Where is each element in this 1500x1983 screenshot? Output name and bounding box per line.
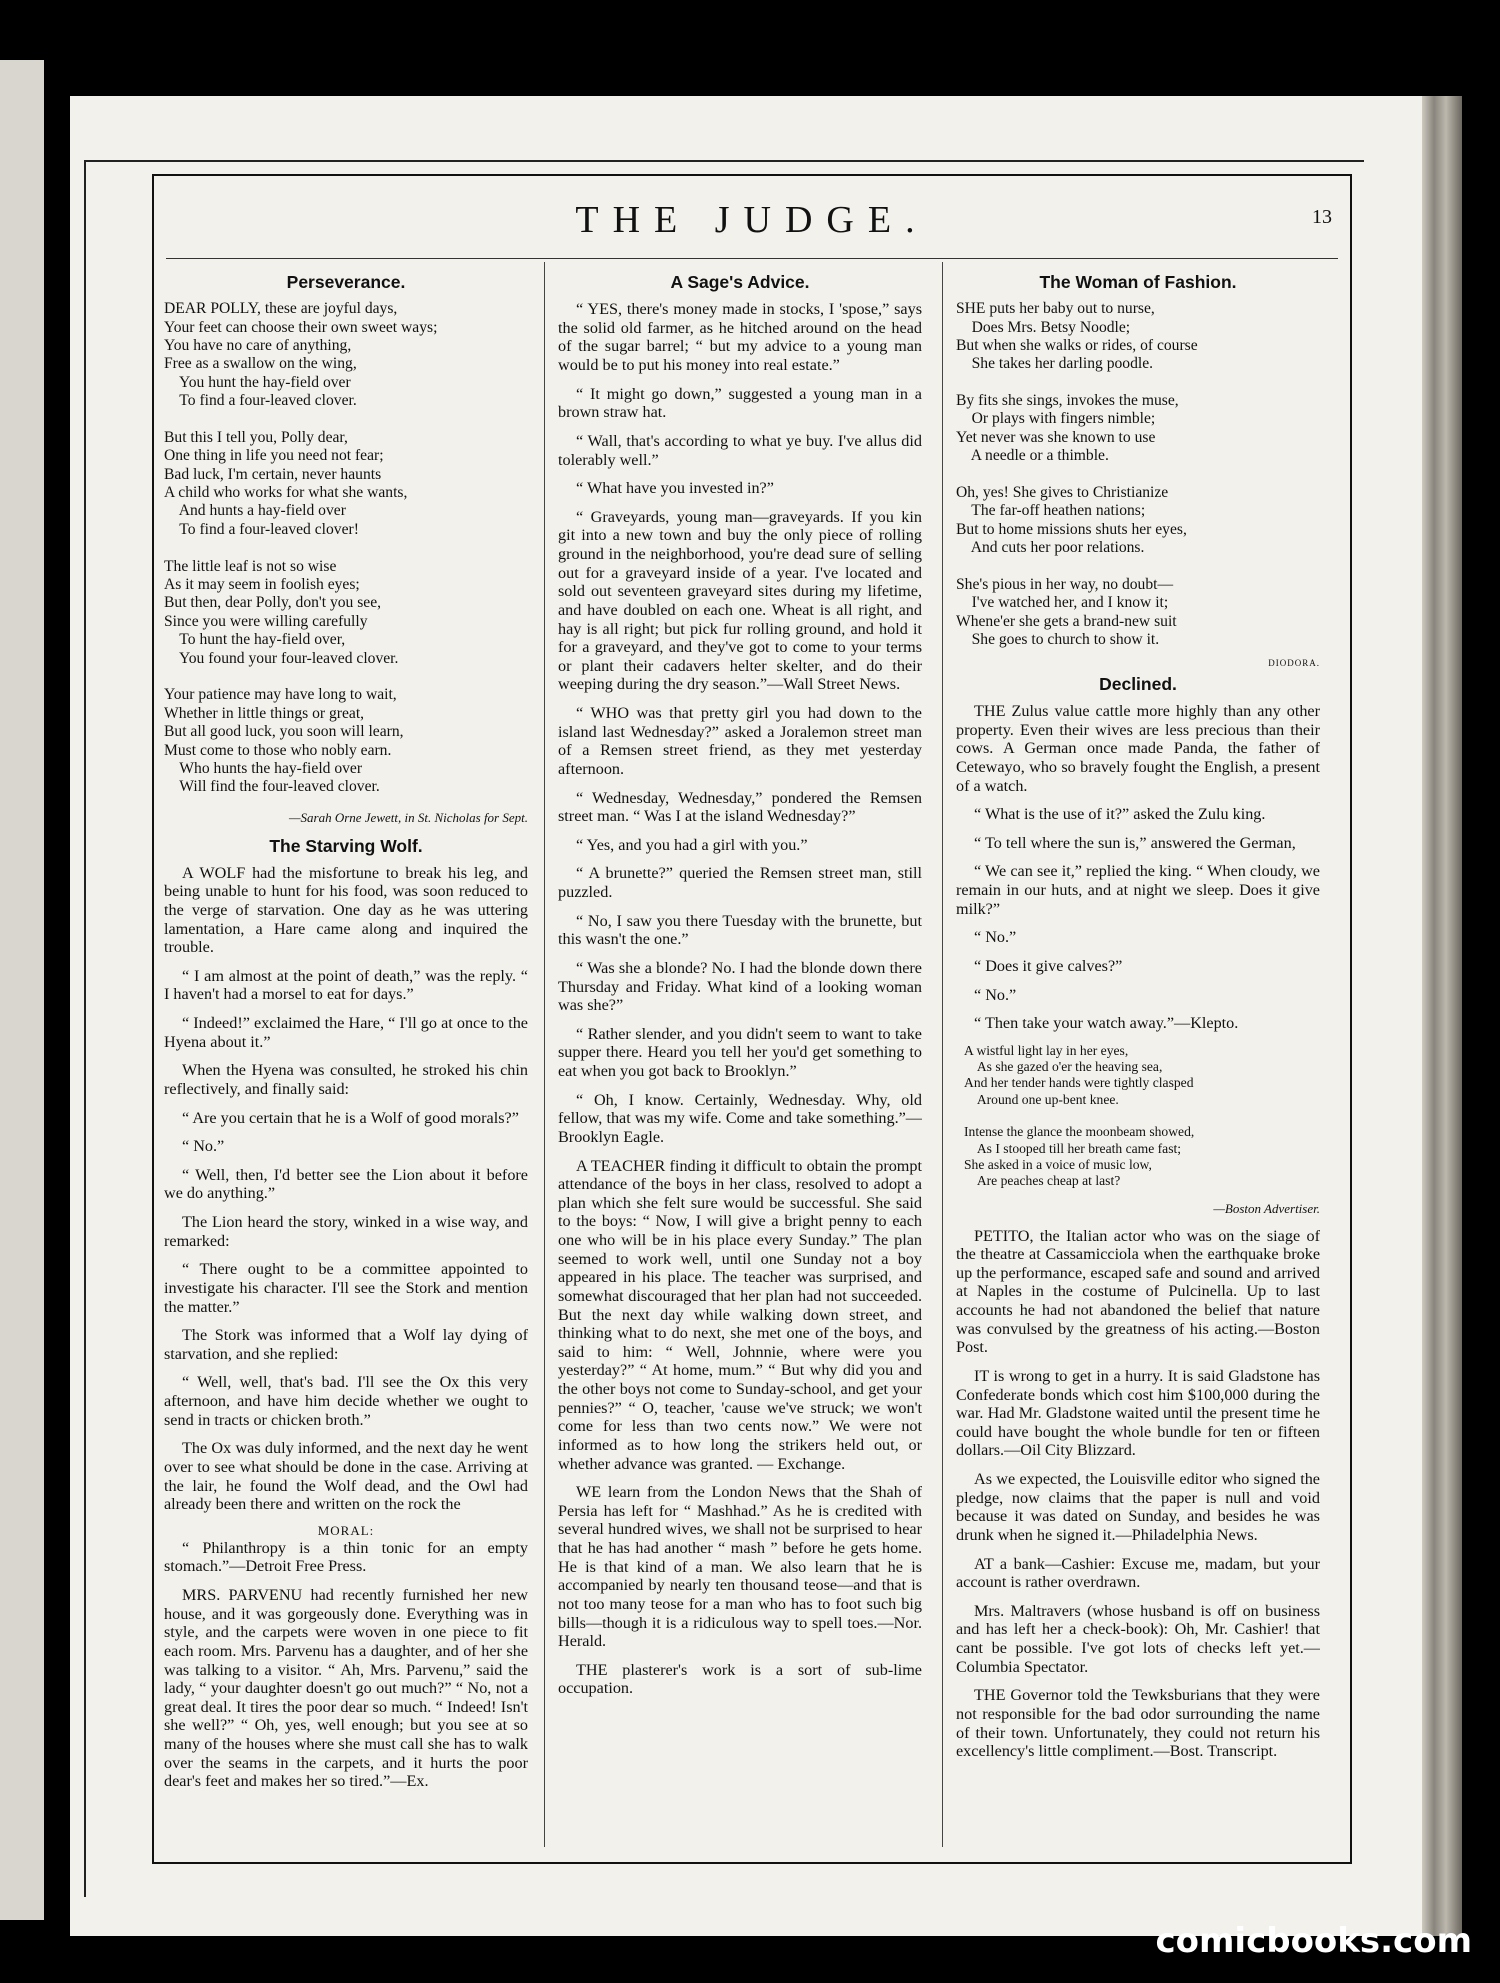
paragraph: MRS. PARVENU had recently furnished her new house, and it was gorgeously done. Everything was in style, and the carpets were woven in one piece to fit each room. Mrs. Parvenu has a daughter, and of her she was talking to a visitor. “ Ah, Mrs. Parvenu,” said the lady, “ your daughter doesn't go out much?” “ No, not a great deal. It tires the poor dear so much. “ Indeed! Isn't she well?” “ Oh, yes, well enough; but you see at so many of the houses where she must call she has to walk over the seams in the carpets, and it hurts the poor dear's feet and makes her so tired.”—Ex. bbox=[164, 1586, 528, 1791]
paragraph: “ Indeed!” exclaimed the Hare, “ I'll go at once to the Hyena about it.” bbox=[164, 1014, 528, 1051]
paragraph: “ No.” bbox=[974, 985, 1017, 1004]
column-rule-1 bbox=[544, 262, 545, 1847]
paragraph: “ Graveyards, young man—graveyards. If you kin git into a new town and buy the only piece of rolling ground in the neighborhood, you're dead sure of selling out for a graveyard inside of a year. I've located and sold out seventeen graveyard sites during my lifetime, and have doubled on each one. Wheat is all right, and hay is all right; but pick fur rolling ground, and hold it for a graveyard, and they've got to come to your terms or plant their cadavers helter skelter, and do their weeping during the dry season.”—Wall Street News. bbox=[558, 507, 922, 694]
paragraph: “ No.” bbox=[182, 1137, 225, 1156]
masthead-title: THE JUDGE. bbox=[575, 199, 929, 241]
column-3 bbox=[956, 268, 1320, 1771]
paragraph: THE plasterer's work is a sort of sub-lime occupation. bbox=[558, 1660, 922, 1698]
paragraph: WE learn from the London News that the Shah of Persia has left for “ Mashhad.” As he is credited with several hundred wives, we shall not be surprised to hear that he has had another “ mash ” before he gets home. He is that kind of a man. We also learn that he is accompanied by nearly ten thousand teose—and that is not too many teose for a man who has to foot such big bills—though it is a ridiculous way to spell toes.—Nor. Herald. bbox=[558, 1483, 922, 1651]
article-title-sages-advice: A Sage's Advice. bbox=[670, 272, 810, 292]
paragraph: When the Hyena was consulted, he stroked his chin reflectively, and finally said: bbox=[164, 1061, 528, 1098]
column-2 bbox=[558, 268, 922, 1708]
paragraph: “ WHO was that pretty girl you had down to the island last Wednesday?” asked a Joralemon street man of a Remsen street friend, as they met yesterday afternoon. bbox=[558, 704, 922, 778]
masthead-rule bbox=[166, 258, 1338, 259]
paragraph: “ Are you certain that he is a Wolf of good morals?” bbox=[182, 1108, 519, 1127]
paragraph: “ To tell where the sun is,” answered the German, bbox=[974, 833, 1296, 852]
paragraph: AT a bank—Cashier: Excuse me, madam, but your account is rather overdrawn. bbox=[956, 1554, 1320, 1592]
poem-signature: DIODORA. bbox=[1268, 657, 1320, 668]
paragraph: As we expected, the Louisville editor who signed the pledge, now claims that the paper is null and void because it was dated on Sunday, and besides he was drunk when he signed it.—Philadelphia News. bbox=[956, 1470, 1320, 1544]
page-number: 13 bbox=[1312, 206, 1332, 228]
article-title-woman-of-fashion: The Woman of Fashion. bbox=[1039, 272, 1237, 292]
paragraph: “ It might go down,” suggested a young man in a brown straw hat. bbox=[558, 384, 922, 422]
paragraph: “ Well, well, that's bad. I'll see the Ox this very afternoon, and have him decide whether we ought to send in tracts or chicken broth.” bbox=[164, 1373, 528, 1429]
page-frame bbox=[152, 174, 1352, 1864]
paragraph: The Lion heard the story, winked in a wise way, and remarked: bbox=[164, 1213, 528, 1250]
paragraph: “ A brunette?” queried the Remsen street man, still puzzled. bbox=[558, 864, 922, 901]
article-title-perseverance: Perseverance. bbox=[286, 272, 406, 292]
page-edge-binding bbox=[1422, 96, 1462, 1936]
moral-heading: MORAL: bbox=[317, 1522, 375, 1538]
paragraph: The Stork was informed that a Wolf lay dying of starvation, and she replied: bbox=[164, 1326, 528, 1363]
paragraph: “ No, I saw you there Tuesday with the brunette, but this wasn't the one.” bbox=[558, 911, 922, 949]
paragraph: “ Philanthropy is a thin tonic for an empty stomach.”—Detroit Free Press. bbox=[164, 1538, 528, 1576]
article-title-starving-wolf: The Starving Wolf. bbox=[269, 835, 423, 856]
paragraph: A TEACHER finding it difficult to obtain the prompt attendance of the boys in her class, resolved to adopt a plan which she felt sure would be successful. She said to the boys: “ Now, I will give a bright penny to each one who will be in his place every Sunday.” The plan seemed to work well, until one Sunday not a boy appeared in his place. The teacher was surprised, and somewhat discouraged that her plan had not succeeded. But the next day while walking down street, and thinking what to do next, she met one of the boys, and said to him: “ Well, Johnnie, where were you yesterday?” “ At home, mum.” “ But why did you and the other boys not come to Sunday-school, and get your pennies?” “ O, teacher, 'cause we've struck; we won't come for less than two cents now.” We were not informed as to how long the strikers held out, or whether advance was granted. — Exchange. bbox=[558, 1156, 922, 1473]
paragraph: “ Rather slender, and you didn't seem to want to take supper there. Heard you tell her you'd get something to eat when you got back to Brooklyn.” bbox=[558, 1024, 922, 1080]
paragraph: “ We can see it,” replied the king. “ When cloudy, we remain in our huts, and at night we sleep. Does it give milk?” bbox=[956, 862, 1320, 918]
paragraph: “ Yes, and you had a girl with you.” bbox=[576, 835, 808, 854]
poem-credit: —Boston Advertiser. bbox=[1213, 1200, 1320, 1216]
paragraph: THE Zulus value cattle more highly than any other property. Even their wives are less precious than their cows. A German once made Panda, the father of Cetewayo, who so bravely fought the English, a present of a watch. bbox=[956, 702, 1320, 795]
paragraph: “ YES, there's money made in stocks, I 'spose,” says the solid old farmer, as he hitched around on the head of the sugar barrel; “ but my advice to a young man would be to put his money into real estate.” bbox=[558, 300, 922, 374]
paragraph: “ Wall, that's according to what ye buy. I've allus did tolerably well.” bbox=[558, 431, 922, 469]
poem-perseverance: DEAR POLLY, these are joyful days, Your feet can choose their own sweet ways; You have no care of anything, Free as a swallow on the wing, You hunt the hay-field over To find a four-leaved clover. But this I tell you, Polly dear, One thing in life you need not fear; Bad luck, I'm certain, never haunts A child who works for what she wants, And hunts a hay-field over To find a four-leaved clover! The little leaf is not so wise As it may seem in foolish eyes; But then, dear Polly, don't you see, Since you were willing carefully To hunt the hay-field over, You found your four-leaved clover. Your patience may have long to wait, Whether in little things or great, But all good luck, you soon will learn, Must come to those who nobly earn. Who hunts the hay-field over Will find the four-leaved clover. bbox=[164, 300, 438, 796]
paragraph: Mrs. Maltravers (whose husband is off on business and has left her a check-book): Oh, Mr. Cashier! that cant be possible. I've got lots of checks left yet.—Columbia Spectator. bbox=[956, 1601, 1320, 1676]
paragraph: “ Wednesday, Wednesday,” pondered the Remsen street man. “ Was I at the island Wednesday?” bbox=[558, 788, 922, 826]
paragraph: “ I am almost at the point of death,” was the reply. “ I haven't had a morsel to eat for days.” bbox=[164, 966, 528, 1004]
paragraph: “ Oh, I know. Certainly, Wednesday. Why, old fellow, that was my wife. Come and take something.”—Brooklyn Eagle. bbox=[558, 1090, 922, 1146]
column-1 bbox=[164, 268, 528, 1801]
paragraph: The Ox was duly informed, and the next day he went over to see what should be done in the case. Arriving at the lair, he found the Wolf dead, and the Owl had already been there and written on the rock the bbox=[164, 1439, 528, 1514]
paragraph: “ Was she a blonde? No. I had the blonde down there Thursday and Friday. What kind of a looking woman was she?” bbox=[558, 958, 922, 1015]
paragraph: “ There ought to be a committee appointed to investigate his character. I'll see the Stork and mention the matter.” bbox=[164, 1260, 528, 1316]
site-watermark: comicbooks.com bbox=[1155, 1921, 1472, 1961]
poem-woman-of-fashion: SHE puts her baby out to nurse, Does Mrs. Betsy Noodle; But when she walks or rides, of course She takes her darling poodle. By fits she sings, invokes the muse, Or plays with fingers nimble; Yet never was she known to use A needle or a thimble. Oh, yes! She gives to Christianize The far-off heathen nations; But to home missions shuts her eyes, And cuts her poor relations. She's pious in her way, no doubt— I've watched her, and I know it; Whene'er she gets a brand-new suit She goes to church to show it. bbox=[956, 300, 1198, 649]
paragraph: IT is wrong to get in a hurry. It is said Gladstone has Confederate bonds which cost him $100,000 during the war. Had Mr. Gladstone waited until the present time he could have bought the whole bundle for ten or fifteen dollars.—Oil City Blizzard. bbox=[956, 1366, 1320, 1460]
adjacent-page-edge bbox=[0, 60, 44, 1920]
paragraph: PETITO, the Italian actor who was on the siage of the theatre at Cassamicciola when the earthquake broke up the performance, escaped safe and sound and arrived at Naples in the costume of Pulcinella. Up to last accounts he had not abandoned the belief that nature was convulsed by the greatness of his acting.—Boston Post. bbox=[956, 1226, 1320, 1357]
poem-credit: —Sarah Orne Jewett, in St. Nicholas for Sept. bbox=[288, 809, 528, 825]
poem-peaches: A wistful light lay in her eyes, As she gazed o'er the heaving sea, And her tender hands were tightly clasped Around one up-bent knee. Intense the glance the moonbeam showed, As I stooped till her breath came fast; She asked in a voice of music low, Are peaches cheap at last? bbox=[964, 1042, 1195, 1189]
paragraph: “ No.” bbox=[974, 928, 1017, 947]
paragraph: THE Governor told the Tewksburians that they were not responsible for the bad odor surrounding the name of their town. Unfortunately, they could not return his excellency's little compliment.—Bost. Transcript. bbox=[956, 1686, 1320, 1761]
paragraph: “ What have you invested in?” bbox=[576, 479, 774, 498]
column-rule-2 bbox=[942, 262, 943, 1847]
paragraph: A WOLF had the misfortune to break his leg, and being unable to hunt for his food, was soon reduced to the verge of starvation. One day as he was uttering lamentation, a Hare came along and inquired the trouble. bbox=[164, 863, 528, 957]
paragraph: “ Well, then, I'd better see the Lion about it before we do anything.” bbox=[164, 1165, 528, 1203]
paragraph: “ Then take your watch away.”—Klepto. bbox=[974, 1014, 1239, 1033]
paragraph: “ Does it give calves?” bbox=[974, 956, 1123, 975]
paragraph: “ What is the use of it?” asked the Zulu king. bbox=[974, 805, 1266, 824]
article-title-declined: Declined. bbox=[1099, 673, 1177, 694]
